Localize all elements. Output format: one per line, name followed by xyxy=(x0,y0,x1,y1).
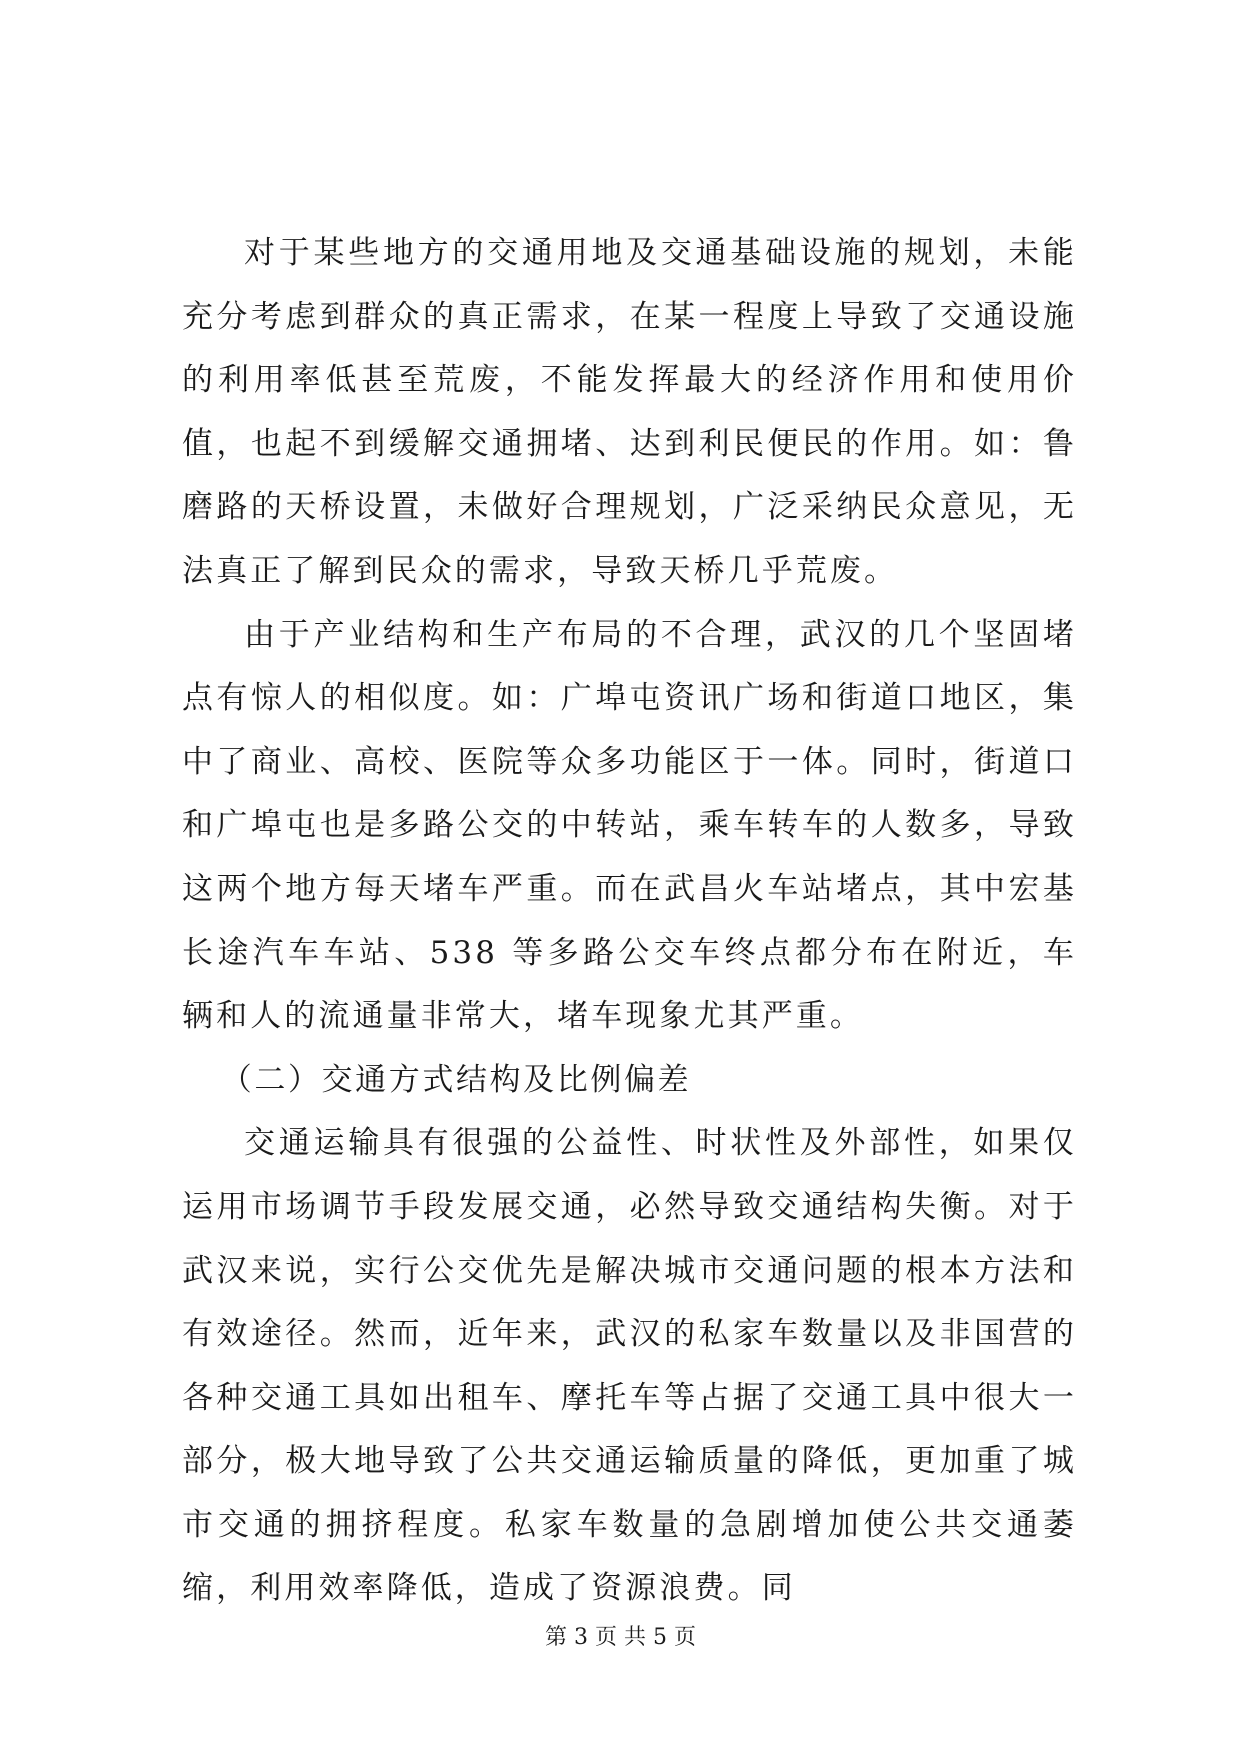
paragraph-congestion-points: 由于产业结构和生产布局的不合理，武汉的几个坚固堵点有惊人的相似度。如：广埠屯资讯广场和街道口地区，集中了商业、高校、医院等众多功能区于一体。同时，街道口和广埠屯也是多路公交的中转站，乘车转车的人数多，导致这两个地方每天堵车严重。而在武昌火车站堵点，其中宏基长途汽车车站、538 等多路公交车终点都分布在附近，车辆和人的流通量非常大，堵车现象尤其严重。 xyxy=(182,616,1077,1035)
section-subheading: （二）交通方式结构及比例偏差 xyxy=(220,1061,692,1098)
page-number-footer: 第 3 页 共 5 页 xyxy=(545,1625,696,1650)
paragraph-transport-structure: 交通运输具有很强的公益性、时状性及外部性，如果仅运用市场调节手段发展交通，必然导致交通结构失衡。对于武汉来说，实行公交优先是解决城市交通问题的根本方法和有效途径。然而，近年来，武汉的私家车数量以及非国营的各种交通工具如出租车、摩托车等占据了交通工具中很大一部分，极大地导致了公共交通运输质量的降低，更加重了城市交通的拥挤程度。私家车数量的急剧增加使公共交通萎缩，利用效率降低，造成了资源浪费。同 xyxy=(182,1125,1077,1607)
paragraph-planning: 对于某些地方的交通用地及交通基础设施的规划，未能充分考虑到群众的真正需求，在某一程度上导致了交通设施的利用率低甚至荒废，不能发挥最大的经济作用和使用价值，也起不到缓解交通拥堵、达到利民便民的作用。如：鲁磨路的天桥设置，未做好合理规划，广泛采纳民众意见，无法真正了解到民众的需求，导致天桥几乎荒废。 xyxy=(182,235,1077,589)
document-body xyxy=(182,222,1077,1621)
